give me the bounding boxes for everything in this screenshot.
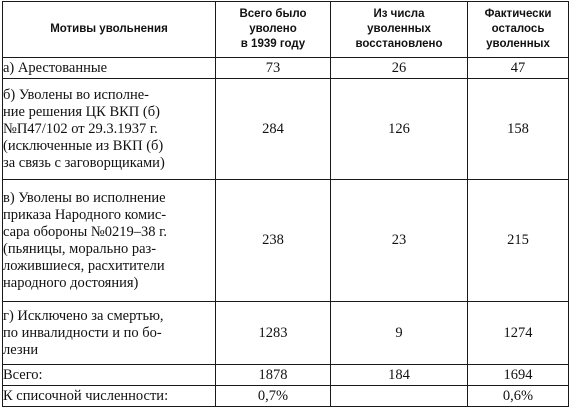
restored-cell: 23 [331, 180, 468, 302]
motive-line: г) Исключено за смертью, [3, 307, 164, 324]
header-remaining [468, 2, 569, 58]
motive-cell [3, 79, 216, 180]
header-total-line-2: уволено [249, 23, 297, 35]
dismissal-table [2, 1, 569, 407]
header-motive-text: Мотивы увольнения [50, 23, 168, 35]
table-row-share [3, 386, 569, 407]
remaining-share-cell: 0,6% [468, 386, 569, 407]
restored-cell: 26 [331, 58, 468, 79]
motive-line: б) Уволены во исполне- [3, 86, 149, 103]
restored-cell: 9 [331, 302, 468, 365]
table-row-defense-order [3, 180, 569, 302]
motive-line: №П47/102 от 29.3.1937 г. [3, 120, 158, 137]
header-total-line-3: в 1939 году [240, 38, 306, 50]
total-label-cell: Всего: [3, 365, 216, 386]
motive-cell [3, 180, 216, 302]
table-row-party-decision [3, 79, 569, 180]
restored-share-cell [331, 386, 468, 407]
total-cell: 1878 [216, 365, 331, 386]
header-row [3, 2, 569, 58]
total-share-cell: 0,7% [216, 386, 331, 407]
header-restored [331, 2, 468, 58]
motive-cell [3, 302, 216, 365]
motive-line: сара обороны №0219–38 г. [3, 223, 168, 240]
motive-line: ние решения ЦК ВКП (б) [3, 103, 160, 120]
header-restored-line-2: уволенных [367, 23, 431, 35]
motive-line: народного достояния) [3, 274, 139, 291]
remaining-cell: 1274 [468, 302, 569, 365]
motive-line: в) Уволены во исполнение [3, 189, 166, 206]
header-remaining-line-3: уволенных [486, 38, 550, 50]
motive-line: по инвалидности и по бо- [3, 324, 162, 341]
share-label-cell: К списочной численности: [3, 386, 216, 407]
motive-line: приказа Народного комис- [3, 206, 167, 223]
restored-cell: 126 [331, 79, 468, 180]
total-cell: 284 [216, 79, 331, 180]
total-cell: 73 [216, 58, 331, 79]
total-cell: 238 [216, 180, 331, 302]
header-restored-line-1: Из числа [373, 8, 425, 20]
header-remaining-line-2: осталось [491, 23, 545, 35]
motive-line: (пьяницы, морально раз- [3, 240, 157, 257]
header-total-line-1: Всего было [239, 8, 307, 20]
table-row-arrested [3, 58, 569, 79]
motive-line: лезни [3, 341, 39, 358]
remaining-cell: 215 [468, 180, 569, 302]
header-restored-line-3: восстановлено [355, 38, 443, 50]
motive-cell [3, 58, 216, 79]
header-motive [3, 2, 216, 58]
remaining-cell: 47 [468, 58, 569, 79]
motive-line: (исключенные из ВКП (б) [3, 137, 164, 154]
remaining-cell: 1694 [468, 365, 569, 386]
header-total [216, 2, 331, 58]
motive-line: ложившиеся, расхитители [3, 257, 165, 274]
table-row-death-disability [3, 302, 569, 365]
motive-line: за связь с заговорщиками) [3, 154, 165, 171]
header-remaining-line-1: Фактически [484, 8, 552, 20]
table-row-total [3, 365, 569, 386]
motive-line: а) Арестованные [3, 59, 108, 76]
remaining-cell: 158 [468, 79, 569, 180]
total-cell: 1283 [216, 302, 331, 365]
restored-cell: 184 [331, 365, 468, 386]
